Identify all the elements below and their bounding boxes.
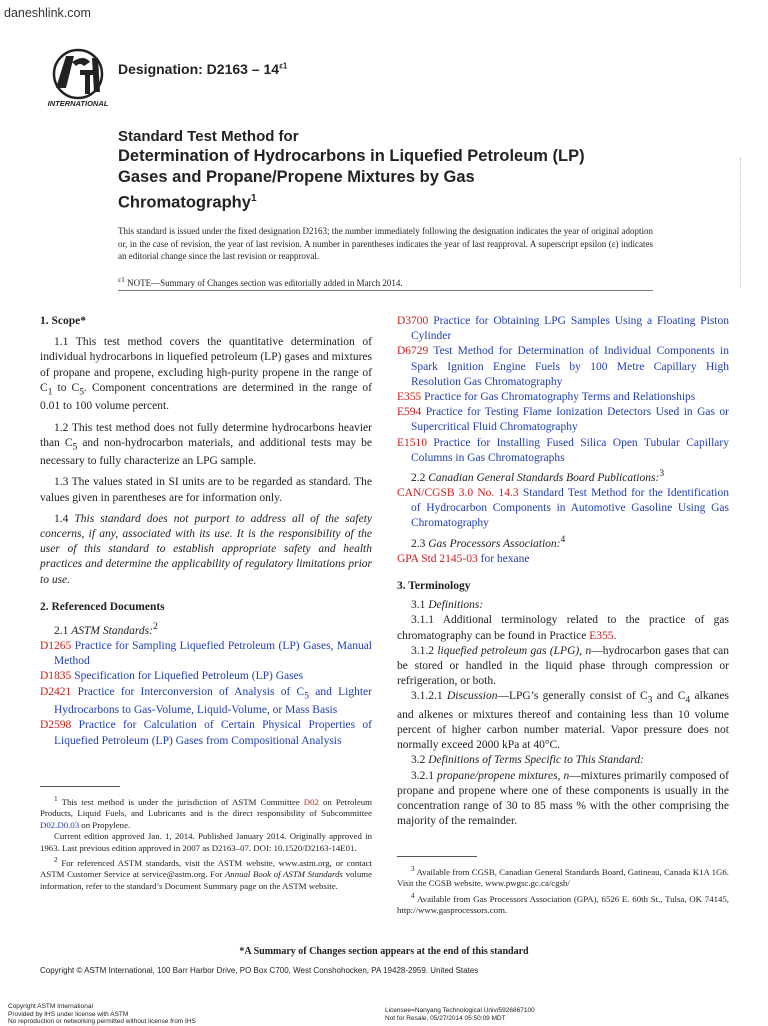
e355-link[interactable]: E355 <box>589 629 614 642</box>
note-text: NOTE—Summary of Changes section was editorially added in March 2014. <box>124 278 403 288</box>
footer-left-line: No reproduction or networking permitted without license from IHS <box>8 1018 196 1026</box>
ref-gpa[interactable]: GPA Std 2145-03 for hexane <box>397 552 530 565</box>
scope-1-1: 1.1 This test method covers the quantitative determination of individual hydrocarbons in liquefied petroleum (LP) gases and mixtures of propane and propene, excluding high-purity propene in the range of $C_1$ to $C_5$. Component concentrations are determined in the range of 0.01 to 100 volume percent. <box>40 336 372 413</box>
term-3-1-1: 3.1.1 Additional terminology related to the practice of gas chromatography can be found in Practice E355. <box>397 614 729 642</box>
footer-left <box>8 1003 196 1026</box>
ref-can-cgsb[interactable]: CAN/CGSB 3.0 No. 14.3 Standard Test Method for the Identification of Hydrocarbon Components in Automotive Gasoline Using Gas Chromatography <box>397 487 729 530</box>
footnote-4: $^4$ Available from Gas Processors Association (GPA), 6526 E. 60th St., Tulsa, OK 74145, http://www.gasprocessors.com. <box>397 890 729 916</box>
scope-heading: 1. Scope* <box>40 315 86 327</box>
left-column <box>40 314 372 749</box>
footnote-1: $^1$ This test method is under the jurisdiction of ASTM Committee D02 on Petroleum Products, Liquid Fuels, and Lubricants and is the direct responsibility of Subcommittee D02.D0.03 on Propylene. <box>40 794 372 830</box>
term-3-2: 3.2 Definitions of Terms Specific to This Standard: <box>411 754 644 767</box>
term-3-1-2: 3.1.2 liquefied petroleum gas (LPG), n—hydrocarbon gases that can be stored or handled in the liquid phase through compression or refrigeration, or both. <box>397 644 729 688</box>
ref-e1510[interactable]: E1510 Practice for Installing Fused Silica Open Tubular Capillary Columns in Gas Chromatographs <box>397 436 729 464</box>
scope-1-2: 1.2 This test method does not fully determine hydrocarbons heavier than $C_5$ and non-hydrocarbon materials, and additional tests may be necessary to fully characterize an LPG sample. <box>40 421 372 468</box>
scope-1-4: 1.4 This standard does not purport to address all of the safety concerns, if any, associated with its use. It is the responsibility of the user of this standard to establish appropriate safety and health practices and determine the applicability of regulatory limitations prior to use. <box>40 512 372 586</box>
ref-d3700[interactable]: D3700 Practice for Obtaining LPG Samples Using a Floating Piston Cylinder <box>397 315 729 343</box>
summary-of-changes-notice: *A Summary of Changes section appears at the end of this standard <box>239 946 529 957</box>
title-line-1: Standard Test Method for <box>118 128 299 145</box>
note-sup: ε1 <box>118 275 125 284</box>
term-3-2-1: 3.2.1 propane/propene mixtures, n—mixtures primarily composed of propane and propene where one of these components is usually in the concentration range of 30 to 85 mass % with the other comprising the majority of the remainder. <box>397 769 729 828</box>
title-footnote-mark[interactable]: 1 <box>250 193 257 204</box>
ref-e594[interactable]: E594 Practice for Testing Flame Ionization Detectors Used in Gas or Supercritical Fluid Chromatography <box>397 406 729 434</box>
left-footnotes <box>40 786 372 892</box>
designation-sup: ε1 <box>279 61 288 71</box>
title-line-4: Chromatography <box>118 193 251 212</box>
ref-d2421[interactable]: D2421 Practice for Interconversion of Analysis of $C_5$ and Lighter Hydrocarbons to Gas-Volume, Liquid-Volume, or Mass Basis <box>40 685 372 717</box>
ref-e355[interactable]: E355 Practice for Gas Chromatography Terms and Relationships <box>397 391 696 404</box>
ref-d1835[interactable]: D1835 Specification for Liquefied Petroleum (LP) Gases <box>40 670 304 683</box>
astm-logo <box>44 48 112 110</box>
issue-statement: This standard is issued under the fixed designation D2163; the number immediately following the designation indicates the year of original adoption or, in the case of revision, the year of last revision. A number in parentheses indicates the year of last reapproval. A superscript epsilon (ε) indicates an editorial change since the last revision or reapproval. <box>118 226 653 261</box>
footnote-1-edition: Current edition approved Jan. 1, 2014. Published January 2014. Originally approved in 1963. Last previous edition approved in 2007 as D2163–07. DOI: 10.1520/D2163-14E01. <box>40 831 372 853</box>
header-divider <box>118 290 653 291</box>
gpa-label: 2.3 Gas Processors Association:$^4$ <box>411 533 566 550</box>
right-column <box>397 314 729 829</box>
ref-d2598[interactable]: D2598 Practice for Calculation of Certain Physical Properties of Liquefied Petroleum (LP) Gases from Compositional Analysis <box>40 719 372 747</box>
scope-1-3: 1.3 The values stated in SI units are to be regarded as standard. The values given in parentheses are for information only. <box>40 476 372 504</box>
title-line-2: Determination of Hydrocarbons in Liquefied Petroleum (LP) <box>118 147 585 165</box>
logo-subtext: INTERNATIONAL <box>47 99 109 108</box>
footer-right <box>385 1007 535 1022</box>
footnote-3: $^3$ Available from CGSB, Canadian General Standards Board, Gatineau, Canada K1A 1G6. Visit the CGSB website, www.pwgsc.gc.ca/cgsb/ <box>397 864 729 889</box>
footer-right-line: Not for Resale, 05/27/2014 05:50:09 MDT <box>385 1014 506 1022</box>
designation <box>118 61 287 77</box>
side-mark <box>740 158 744 288</box>
editorial-note <box>118 275 403 288</box>
right-footnotes <box>397 856 729 916</box>
refs-heading: 2. Referenced Documents <box>40 600 165 613</box>
ref-d1265[interactable]: D1265 Practice for Sampling Liquefied Petroleum (LP) Gases, Manual Method <box>40 640 372 668</box>
footer-left-line: Provided by IHS under license with ASTM <box>8 1010 129 1018</box>
footer-right-line: Licensee=Nanyang Technological Univ/5926867100 <box>385 1007 535 1014</box>
copyright-line: Copyright © ASTM International, 100 Barr Harbor Drive, PO Box C700, West Conshohocken, PA 19428-2959. United States <box>40 966 479 975</box>
footer-left-line: Copyright ASTM International <box>8 1003 93 1010</box>
definitions-label: 3.1 Definitions: <box>411 599 484 612</box>
ref-d6729[interactable]: D6729 Test Method for Determination of Individual Components in Spark Ignition Engine Fuels by 100 Metre Capillary High Resolution Gas Chromatography <box>397 345 729 388</box>
footnote-2: $^2$ For referenced ASTM standards, visit the ASTM website, www.astm.org, or contact ASTM Customer Service at service@astm.org. For Annual Book of ASTM Standards volume information, refer to the standard’s Document Summary page on the ASTM website. <box>40 854 372 891</box>
title-line-3: Gases and Propane/Propene Mixtures by Gas <box>118 168 475 186</box>
designation-label: Designation: D2163 – 14 <box>118 61 280 77</box>
term-3-1-2-1: 3.1.2.1 Discussion—LPG’s generally consist of $C_3$ and $C_4$ alkanes and alkenes or mixtures thereof and containing less than 10 volume percent of higher carbon number material. Vapor pressure does not normally exceed 2000 kPa at 40°C. <box>397 690 730 752</box>
document-title <box>118 127 678 214</box>
site-url[interactable]: daneshlink.com <box>4 6 91 20</box>
terminology-heading: 3. Terminology <box>397 579 471 592</box>
cgsb-label: 2.2 Canadian General Standards Board Publications:$^3$ <box>411 468 665 484</box>
astm-standards-label: 2.1 ASTM Standards:$^2$ <box>54 621 158 637</box>
